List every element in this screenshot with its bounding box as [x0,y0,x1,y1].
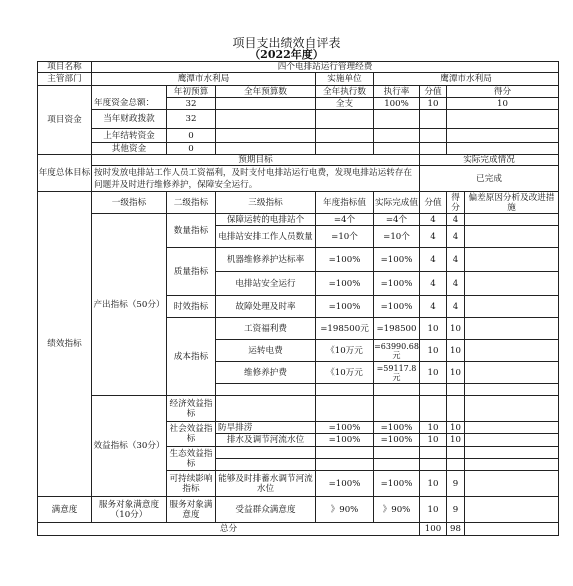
indicator-actual: =100% [374,434,420,447]
quality-indicators: 质量指标 [167,248,216,296]
label-annual-goal: 年度总体目标 [38,155,92,192]
indicator-value: 10 [420,340,447,362]
indicator-value: 4 [420,214,447,226]
economic-indicators: 经济效益指标 [167,396,216,422]
indicator-score: 9 [447,497,465,523]
label-expected-goal: 预期目标 [92,155,420,166]
indicator-item: 排水及调节河流水位 [216,434,316,447]
annual-initial: 32 [167,98,216,110]
indicator-value: 10 [420,471,447,497]
indicator-actual: =100% [374,471,420,497]
current-year-initial: 32 [167,110,216,129]
indicator-score: 4 [447,214,465,226]
label-level3: 三级指标 [216,192,316,214]
label-deviation: 偏差原因分析及改进措施 [465,192,559,214]
indicator-target: =100% [316,471,374,497]
satisfaction-indicators: 服务对象满意度（10分） [92,497,167,523]
indicator-value: 10 [420,422,447,434]
indicator-value: 10 [420,434,447,447]
label-impl-unit: 实施单位 [316,73,374,86]
indicator-item: 机器维修养护达标率 [216,248,316,272]
satisfaction-sub: 服务对象满意度 [167,497,216,523]
label-level1: 一级指标 [92,192,167,214]
label-score: 得分 [447,192,465,214]
indicator-item: 电排站安全运行 [216,272,316,296]
table-year: （2022年度） [249,48,324,61]
indicator-item: 运转电费 [216,340,316,362]
indicator-score: 4 [447,296,465,318]
indicator-item: 防旱排涝 [216,422,316,434]
indicator-target: =10个 [316,226,374,248]
label-dept: 主管部门 [38,73,92,86]
label-actual-status: 实际完成情况 [420,155,559,166]
indicator-target: =100% [316,248,374,272]
indicator-score: 4 [447,226,465,248]
timeliness-indicators: 时效指标 [167,296,216,318]
indicator-target: =198500元 [316,318,374,340]
col-score-value: 分值 [420,86,447,98]
exec-rate: 100% [374,98,420,110]
indicator-actual: =63990.68元 [374,341,419,360]
carryover-initial: 0 [167,129,216,143]
indicator-item: 维修养护费 [216,362,316,384]
table-title: 项目支出绩效自评表 [232,36,341,50]
indicator-score: 10 [447,434,465,447]
output-indicators: 产出指标（50分） [92,214,167,396]
label-other: 其他资金 [92,143,167,155]
label-level2: 二级指标 [167,192,216,214]
indicator-item: 故障处理及时率 [216,296,316,318]
indicator-value: 4 [420,296,447,318]
indicator-value: 10 [420,497,447,523]
indicator-item: 能够及时排蓄水调节河流水位 [216,471,316,497]
indicator-score: 4 [447,272,465,296]
indicator-target: =4个 [316,214,374,226]
indicator-score: 10 [447,362,465,384]
social-indicators: 社会效益指标 [167,422,216,447]
label-project-funds: 项目资金 [38,86,92,155]
ecological-indicators: 生态效益指标 [167,447,216,471]
annual-exec: 全支 [316,98,374,110]
benefit-indicators: 效益指标（30分） [92,396,167,497]
total-value: 100 [420,523,447,536]
label-total: 总分 [38,523,420,536]
indicator-item: 保障运转的电排站个 [216,214,316,226]
col-full-year-budget: 全年预算数 [216,86,316,98]
indicator-actual: 》90% [374,497,420,523]
indicator-target: =100% [316,296,374,318]
indicator-actual: =10个 [374,226,420,248]
label-perf-indicators: 绩效指标 [38,192,92,497]
dept: 鹰潭市水利局 [92,73,316,86]
indicator-score: 4 [447,248,465,272]
indicator-actual: =100% [374,272,420,296]
indicator-item: 受益群众满意度 [216,497,316,523]
indicator-value: 10 [420,318,447,340]
sustainable-indicators: 可持续影响指标 [167,471,216,497]
label-annual-target: 年度指标值 [316,192,374,214]
indicator-target: 》90% [316,497,374,523]
indicator-actual: =4个 [374,214,420,226]
indicator-actual: =198500 [374,318,420,340]
indicator-actual: =100% [374,296,420,318]
actual-status: 已完成 [420,166,559,192]
expected-goal: 按时发放电排站工作人员工资福利，及时支付电排站运行电费，发现电排站运转存在问题并及时进行维修养护，保障安全运行。 [92,166,420,192]
impl-unit: 鹰潭市水利局 [374,73,559,86]
indicator-actual: =59117.8元 [374,362,420,384]
indicator-score: 10 [447,318,465,340]
indicator-item: 工资福利费 [216,318,316,340]
indicator-target: 《10万元 [316,362,374,384]
label-actual-value: 实际完成值 [374,192,420,214]
indicator-target: =100% [316,434,374,447]
col-full-year-exec: 全年执行数 [316,86,374,98]
indicator-value: 4 [420,248,447,272]
label-score-value: 分值 [420,192,447,214]
indicator-value: 10 [420,362,447,384]
indicator-actual: =100% [374,422,420,434]
indicator-target: =100% [316,422,374,434]
indicator-score: 10 [447,422,465,434]
label-project-name: 项目名称 [38,62,92,73]
indicator-target: 《10万元 [316,340,374,362]
indicator-item: 电排站安排工作人员数量 [216,226,316,248]
indicator-value: 4 [420,272,447,296]
score: 10 [447,98,559,110]
cost-indicators: 成本指标 [167,318,216,396]
other-initial: 0 [167,143,216,155]
performance-table [37,61,559,536]
col-score: 得分 [447,86,559,98]
indicator-score: 10 [447,340,465,362]
project-name: 四个电排站运行管理经费 [92,62,559,73]
score-value: 10 [420,98,447,110]
label-current-year: 当年财政拨款 [92,110,167,129]
quantity-indicators: 数量指标 [167,214,216,248]
indicator-target: =100% [316,272,374,296]
label-satisfaction: 满意度 [38,497,92,523]
indicator-actual: =100% [374,248,420,272]
label-annual-total: 年度资金总额： [92,98,167,110]
col-initial-budget: 年初预算 [167,86,216,98]
label-carryover: 上年结转资金 [92,129,167,143]
col-exec-rate: 执行率 [374,86,420,98]
indicator-value: 4 [420,226,447,248]
total-score: 98 [447,523,465,536]
indicator-score: 9 [447,471,465,497]
